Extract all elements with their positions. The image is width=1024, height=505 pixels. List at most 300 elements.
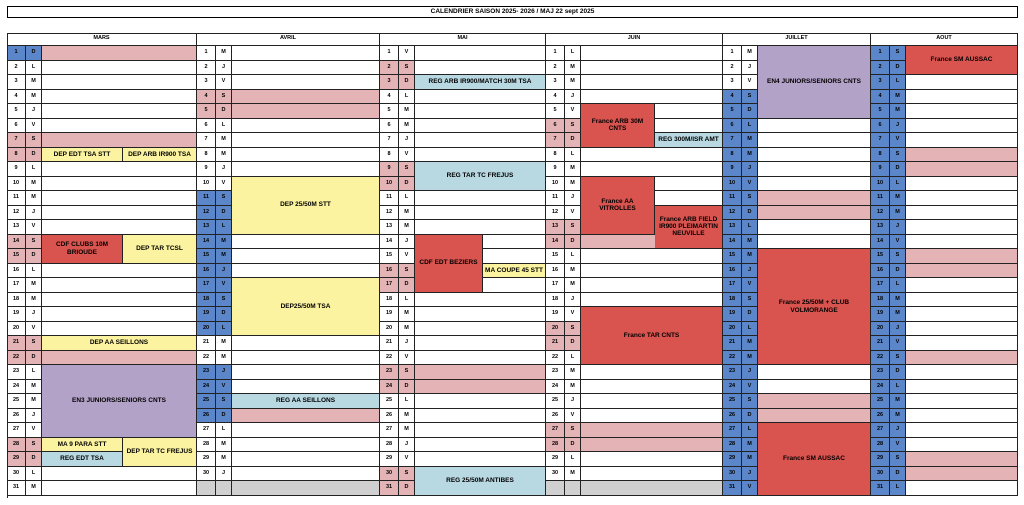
day-of-week: V	[565, 409, 581, 424]
day-of-week: M	[216, 336, 232, 351]
day-number: 22	[7, 351, 26, 366]
day-of-week: M	[216, 148, 232, 163]
day-cell	[232, 133, 380, 148]
day-number: 15	[871, 249, 890, 264]
day-number: 27	[7, 423, 26, 438]
day-of-week: S	[399, 61, 415, 76]
day-of-week: J	[565, 90, 581, 105]
day-of-week: J	[399, 235, 415, 250]
event-block: France SM AUSSAC	[906, 46, 1018, 75]
day-cell	[581, 264, 723, 279]
day-cell	[758, 409, 871, 424]
day-number: 15	[197, 249, 216, 264]
day-of-week: S	[399, 264, 415, 279]
day-number: 14	[7, 235, 26, 250]
day-number: 3	[871, 75, 890, 90]
day-of-week: M	[742, 336, 758, 351]
event-block: DEP 25/50M STT	[232, 177, 380, 235]
day-cell	[415, 423, 546, 438]
day-cell	[581, 365, 723, 380]
day-of-week: L	[565, 351, 581, 366]
day-number: 9	[546, 162, 565, 177]
day-number: 4	[380, 90, 399, 105]
day-number: 29	[7, 452, 26, 467]
day-of-week: L	[890, 177, 906, 192]
day-of-week: M	[565, 467, 581, 482]
day-of-week: M	[565, 380, 581, 395]
day-cell	[758, 162, 871, 177]
day-number: 20	[380, 322, 399, 337]
day-of-week: M	[565, 162, 581, 177]
day-number: 26	[546, 409, 565, 424]
day-of-week: J	[26, 206, 42, 221]
day-cell	[232, 90, 380, 105]
day-number: 22	[546, 351, 565, 366]
day-of-week: D	[399, 380, 415, 395]
day-of-week: D	[399, 278, 415, 293]
day-number: 9	[871, 162, 890, 177]
day-cell	[42, 46, 197, 61]
day-cell	[415, 206, 546, 221]
day-cell	[232, 104, 380, 119]
day-of-week: S	[742, 90, 758, 105]
day-of-week: M	[399, 220, 415, 235]
day-cell	[42, 307, 197, 322]
day-of-week: J	[890, 322, 906, 337]
day-of-week: D	[26, 249, 42, 264]
day-of-week: V	[26, 423, 42, 438]
day-cell	[415, 293, 546, 308]
day-of-week: D	[26, 452, 42, 467]
day-of-week: V	[399, 351, 415, 366]
day-number: 19	[871, 307, 890, 322]
day-number: 16	[197, 264, 216, 279]
day-of-week: J	[742, 467, 758, 482]
day-of-week: D	[565, 133, 581, 148]
day-number: 27	[380, 423, 399, 438]
day-number: 17	[546, 278, 565, 293]
day-cell	[42, 133, 197, 148]
day-number: 26	[723, 409, 742, 424]
day-of-week: D	[890, 61, 906, 76]
day-number: 14	[197, 235, 216, 250]
day-number: 30	[546, 467, 565, 482]
day-number: 18	[7, 293, 26, 308]
day-of-week: M	[26, 380, 42, 395]
day-of-week: D	[890, 365, 906, 380]
day-number: 9	[380, 162, 399, 177]
day-of-week: M	[742, 452, 758, 467]
day-of-week: M	[890, 394, 906, 409]
day-cell	[906, 409, 1018, 424]
event-block: REG AA SEILLONS	[232, 394, 380, 409]
event-block: EN3 JUNIORS/SENIORS CNTS	[42, 365, 197, 438]
month-header-mai: MAI	[380, 33, 546, 46]
day-of-week: M	[742, 235, 758, 250]
day-number: 19	[7, 307, 26, 322]
day-number: 26	[197, 409, 216, 424]
day-of-week: J	[26, 409, 42, 424]
event-block: DEP EDT TSA STT	[42, 148, 123, 163]
event-block: DEP TAR TCSL	[123, 235, 197, 264]
day-cell	[232, 467, 380, 482]
day-number: 9	[723, 162, 742, 177]
day-number: 30	[723, 467, 742, 482]
day-number: 22	[723, 351, 742, 366]
day-number: 16	[723, 264, 742, 279]
day-of-week: L	[565, 46, 581, 61]
day-number: 21	[7, 336, 26, 351]
day-number: 22	[871, 351, 890, 366]
day-number: 28	[7, 438, 26, 453]
day-of-week: S	[26, 235, 42, 250]
day-number: 15	[380, 249, 399, 264]
day-of-week: L	[216, 322, 232, 337]
day-number: 3	[723, 75, 742, 90]
day-number: 25	[723, 394, 742, 409]
day-number: 25	[546, 394, 565, 409]
day-of-week: V	[890, 235, 906, 250]
day-number: 26	[871, 409, 890, 424]
day-number: 4	[7, 90, 26, 105]
day-of-week: V	[399, 148, 415, 163]
day-of-week: L	[742, 423, 758, 438]
day-cell	[906, 264, 1018, 279]
day-number: 16	[871, 264, 890, 279]
day-number: 1	[197, 46, 216, 61]
day-cell	[581, 90, 723, 105]
day-cell	[415, 438, 546, 453]
day-number: 8	[197, 148, 216, 163]
day-cell	[415, 220, 546, 235]
day-cell	[415, 452, 546, 467]
day-cell	[906, 293, 1018, 308]
day-number: 8	[871, 148, 890, 163]
day-number: 24	[380, 380, 399, 395]
day-number: 7	[380, 133, 399, 148]
day-cell	[581, 249, 723, 264]
day-cell	[758, 148, 871, 163]
day-number: 20	[7, 322, 26, 337]
day-cell	[581, 61, 723, 76]
day-of-week: V	[890, 133, 906, 148]
day-number: 31	[7, 481, 26, 496]
day-number: 4	[197, 90, 216, 105]
calendar-grid	[7, 33, 1018, 498]
day-of-week: L	[399, 191, 415, 206]
day-of-week: V	[742, 177, 758, 192]
day-number: 18	[197, 293, 216, 308]
day-cell	[415, 133, 546, 148]
day-of-week: L	[890, 481, 906, 496]
day-of-week: S	[565, 322, 581, 337]
day-cell	[232, 409, 380, 424]
day-cell	[581, 409, 723, 424]
day-of-week: D	[890, 467, 906, 482]
day-number: 12	[380, 206, 399, 221]
day-cell	[42, 191, 197, 206]
day-of-week: L	[399, 293, 415, 308]
event-block: REG TAR TC FREJUS	[415, 162, 546, 191]
day-cell	[415, 380, 546, 395]
event-block: REG 25/50M ANTIBES	[415, 467, 546, 496]
day-of-week: M	[399, 409, 415, 424]
day-of-week: V	[399, 452, 415, 467]
day-of-week: M	[742, 351, 758, 366]
day-of-week: S	[565, 423, 581, 438]
day-cell	[581, 438, 723, 453]
day-number: 3	[380, 75, 399, 90]
day-number: 5	[723, 104, 742, 119]
day-number: 30	[380, 467, 399, 482]
day-number: 18	[871, 293, 890, 308]
day-of-week: V	[742, 278, 758, 293]
day-number: 26	[7, 409, 26, 424]
day-cell	[906, 148, 1018, 163]
day-cell	[42, 351, 197, 366]
day-of-week: D	[742, 409, 758, 424]
day-of-week: J	[890, 220, 906, 235]
month-header-mars: MARS	[7, 33, 197, 46]
day-of-week: M	[890, 409, 906, 424]
day-number: 2	[380, 61, 399, 76]
day-number: 21	[546, 336, 565, 351]
day-of-week: M	[216, 249, 232, 264]
day-number: 11	[380, 191, 399, 206]
day-cell	[415, 119, 546, 134]
day-number: 18	[380, 293, 399, 308]
day-cell	[42, 467, 197, 482]
day-of-week: D	[890, 162, 906, 177]
day-number: 6	[546, 119, 565, 134]
day-number: 10	[197, 177, 216, 192]
day-cell	[232, 336, 380, 351]
day-number: 14	[871, 235, 890, 250]
day-number: 4	[871, 90, 890, 105]
day-cell	[906, 467, 1018, 482]
day-cell	[906, 90, 1018, 105]
day-of-week: L	[26, 365, 42, 380]
day-of-week: M	[26, 394, 42, 409]
day-number: 5	[380, 104, 399, 119]
day-number: 4	[723, 90, 742, 105]
day-of-week: S	[742, 191, 758, 206]
day-number: 24	[871, 380, 890, 395]
day-cell	[232, 351, 380, 366]
day-of-week: V	[742, 481, 758, 496]
day-cell	[42, 162, 197, 177]
day-of-week: D	[399, 481, 415, 496]
month-header-avril: AVRIL	[197, 33, 380, 46]
day-of-week: L	[26, 61, 42, 76]
day-number: 14	[723, 235, 742, 250]
day-number: 1	[871, 46, 890, 61]
day-cell	[42, 293, 197, 308]
day-of-week: V	[216, 75, 232, 90]
day-of-week: M	[742, 148, 758, 163]
day-number: 17	[7, 278, 26, 293]
day-of-week: J	[399, 133, 415, 148]
day-cell	[758, 119, 871, 134]
day-of-week: J	[742, 61, 758, 76]
day-of-week: M	[399, 307, 415, 322]
day-cell	[758, 191, 871, 206]
event-block: MA COUPE 45 STT	[483, 264, 546, 279]
day-number: 28	[380, 438, 399, 453]
day-number: 4	[546, 90, 565, 105]
day-of-week: M	[26, 481, 42, 496]
day-cell	[581, 162, 723, 177]
day-number: 24	[723, 380, 742, 395]
day-of-week: M	[26, 90, 42, 105]
day-of-week: S	[216, 90, 232, 105]
day-cell	[42, 177, 197, 192]
day-cell	[232, 264, 380, 279]
day-number: 7	[546, 133, 565, 148]
day-of-week: S	[399, 365, 415, 380]
day-of-week: S	[399, 162, 415, 177]
day-number	[197, 481, 216, 496]
day-cell	[42, 264, 197, 279]
day-number: 16	[546, 264, 565, 279]
day-cell	[42, 220, 197, 235]
day-of-week: S	[26, 133, 42, 148]
day-number: 12	[7, 206, 26, 221]
day-of-week: S	[890, 46, 906, 61]
day-cell	[42, 322, 197, 337]
day-number: 24	[197, 380, 216, 395]
day-number: 21	[380, 336, 399, 351]
day-of-week: D	[565, 438, 581, 453]
day-of-week: M	[890, 206, 906, 221]
day-cell	[581, 46, 723, 61]
day-of-week: L	[742, 220, 758, 235]
day-number: 13	[723, 220, 742, 235]
day-cell	[581, 452, 723, 467]
day-cell	[232, 438, 380, 453]
day-of-week: M	[890, 104, 906, 119]
day-number: 11	[871, 191, 890, 206]
day-number: 6	[380, 119, 399, 134]
day-of-week: S	[890, 452, 906, 467]
day-number: 24	[7, 380, 26, 395]
day-cell	[581, 380, 723, 395]
day-number: 30	[197, 467, 216, 482]
day-cell	[415, 365, 546, 380]
day-cell	[906, 119, 1018, 134]
day-number: 2	[197, 61, 216, 76]
day-of-week: L	[890, 278, 906, 293]
day-cell	[232, 235, 380, 250]
day-of-week: M	[742, 46, 758, 61]
day-number: 20	[197, 322, 216, 337]
day-number: 27	[546, 423, 565, 438]
day-number: 21	[197, 336, 216, 351]
day-of-week: V	[216, 380, 232, 395]
event-block: France ARB 30M CNTS	[581, 104, 655, 148]
day-number: 9	[197, 162, 216, 177]
month-header-juin: JUIN	[546, 33, 723, 46]
day-cell	[758, 365, 871, 380]
day-cell	[758, 220, 871, 235]
event-block: France SM AUSSAC	[758, 423, 871, 496]
day-of-week: L	[216, 220, 232, 235]
day-cell	[415, 336, 546, 351]
day-number: 1	[546, 46, 565, 61]
day-of-week: V	[399, 46, 415, 61]
day-cell	[232, 46, 380, 61]
day-of-week: J	[890, 423, 906, 438]
day-cell	[581, 75, 723, 90]
day-of-week: J	[742, 365, 758, 380]
day-of-week: L	[890, 75, 906, 90]
day-of-week: M	[742, 133, 758, 148]
day-of-week: M	[216, 351, 232, 366]
day-of-week: M	[742, 438, 758, 453]
day-cell	[42, 90, 197, 105]
day-of-week: S	[216, 394, 232, 409]
day-number: 17	[871, 278, 890, 293]
day-number: 1	[723, 46, 742, 61]
event-block: DEP25/50M TSA	[232, 278, 380, 336]
day-cell	[415, 322, 546, 337]
day-number: 29	[723, 452, 742, 467]
day-number: 24	[546, 380, 565, 395]
day-number: 9	[7, 162, 26, 177]
day-of-week: J	[26, 307, 42, 322]
day-number: 25	[197, 394, 216, 409]
event-block: MA 9 PARA STT	[42, 438, 123, 453]
day-number: 15	[7, 249, 26, 264]
day-cell	[758, 394, 871, 409]
day-number: 25	[871, 394, 890, 409]
day-of-week: M	[26, 278, 42, 293]
day-cell	[581, 423, 723, 438]
day-of-week: L	[26, 264, 42, 279]
day-number: 25	[380, 394, 399, 409]
day-of-week: L	[742, 119, 758, 134]
day-number: 17	[380, 278, 399, 293]
event-block: DEP AA SEILLONS	[42, 336, 197, 351]
day-of-week: D	[26, 148, 42, 163]
day-number: 28	[546, 438, 565, 453]
day-of-week: D	[26, 351, 42, 366]
day-of-week: L	[26, 467, 42, 482]
event-block: CDF CLUBS 10M BRIOUDE	[42, 235, 123, 264]
day-number: 29	[380, 452, 399, 467]
day-number: 8	[380, 148, 399, 163]
day-number: 21	[723, 336, 742, 351]
event-block: France ARB FIELD IR900 PLEIMARTIN NEUVILLE	[655, 206, 723, 250]
day-of-week: L	[565, 148, 581, 163]
day-of-week: J	[216, 467, 232, 482]
day-number: 22	[197, 351, 216, 366]
day-number: 12	[197, 206, 216, 221]
day-number: 20	[546, 322, 565, 337]
day-number: 29	[546, 452, 565, 467]
day-of-week: M	[742, 249, 758, 264]
day-number: 5	[871, 104, 890, 119]
day-cell	[758, 235, 871, 250]
day-number: 31	[723, 481, 742, 496]
day-number: 25	[7, 394, 26, 409]
day-of-week: V	[399, 249, 415, 264]
day-number: 11	[197, 191, 216, 206]
day-of-week: S	[565, 119, 581, 134]
day-of-week: S	[890, 249, 906, 264]
day-number: 20	[723, 322, 742, 337]
day-of-week: J	[216, 162, 232, 177]
